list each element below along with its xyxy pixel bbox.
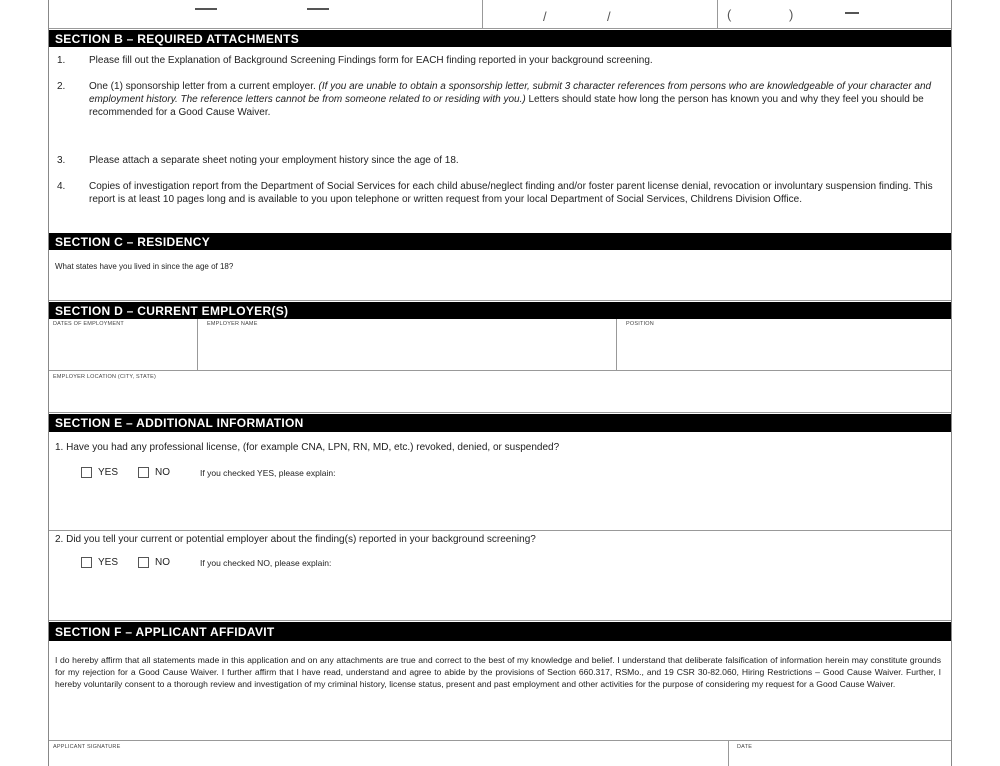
date-slash-1: / bbox=[543, 9, 547, 24]
location-label: EMPLOYER LOCATION (CITY, STATE) bbox=[53, 374, 156, 380]
q2-yes-label: YES bbox=[98, 557, 119, 568]
signature-row bbox=[49, 741, 951, 766]
question-2-text: 2. Did you tell your current or potential employer about the finding(s) reported in your background screening? bbox=[55, 534, 536, 545]
signature-label: APPLICANT SIGNATURE bbox=[53, 744, 121, 750]
phone-dash bbox=[845, 12, 859, 14]
q2-no-label: NO bbox=[155, 557, 171, 568]
attachment-item-3 bbox=[49, 154, 945, 167]
section-c-header: SECTION C – RESIDENCY bbox=[49, 233, 951, 250]
form-page bbox=[48, 0, 952, 766]
divider bbox=[717, 0, 718, 28]
position-label: POSITION bbox=[626, 321, 654, 327]
section-f-header: SECTION F – APPLICANT AFFIDAVIT bbox=[49, 622, 951, 641]
residency-question: What states have you lived in since the age of 18? bbox=[55, 262, 234, 271]
item-number: 2. bbox=[57, 81, 66, 92]
employer-name-label: EMPLOYER NAME bbox=[207, 321, 258, 327]
item-text-main: One (1) sponsorship letter from a current employer. bbox=[89, 81, 316, 92]
section-d-header: SECTION D – CURRENT EMPLOYER(S) bbox=[49, 302, 951, 319]
item-text bbox=[89, 80, 945, 119]
attachment-item-4 bbox=[49, 180, 945, 206]
q1-explain-label: If you checked YES, please explain: bbox=[200, 467, 336, 478]
question-1-text: 1. Have you had any professional license, (for example CNA, LPN, RN, MD, etc.) revoked, denied, or suspended? bbox=[55, 442, 560, 453]
question-2-block bbox=[49, 531, 951, 621]
date-label: DATE bbox=[737, 744, 753, 750]
question-1-block bbox=[49, 432, 951, 531]
q1-no-label: NO bbox=[155, 467, 171, 478]
question-2-options bbox=[81, 557, 331, 568]
divider bbox=[482, 0, 483, 28]
item-number: 4. bbox=[57, 181, 66, 192]
dates-label: DATES OF EMPLOYMENT bbox=[53, 321, 124, 327]
section-b-header: SECTION B – REQUIRED ATTACHMENTS bbox=[49, 30, 951, 47]
affidavit-block bbox=[49, 641, 951, 741]
employer-row bbox=[49, 319, 951, 371]
item-number: 3. bbox=[57, 155, 66, 166]
item-text: Please fill out the Explanation of Background Screening Findings form for EACH finding reported in your background screening. bbox=[89, 55, 653, 66]
q2-yes-checkbox[interactable] bbox=[81, 557, 92, 568]
top-row bbox=[49, 0, 951, 29]
q2-explain-label: If you checked NO, please explain: bbox=[200, 557, 332, 568]
ssn-dash-1 bbox=[195, 8, 217, 10]
attachment-item-2 bbox=[49, 80, 945, 119]
residency-field[interactable] bbox=[49, 250, 951, 301]
divider bbox=[197, 319, 198, 370]
item-number: 1. bbox=[57, 55, 66, 66]
ssn-dash-2 bbox=[307, 8, 329, 10]
divider bbox=[728, 741, 729, 766]
q1-no-checkbox[interactable] bbox=[138, 467, 149, 478]
q1-yes-label: YES bbox=[98, 467, 119, 478]
section-e-header: SECTION E – ADDITIONAL INFORMATION bbox=[49, 414, 951, 432]
phone-paren-open: ( bbox=[727, 7, 732, 22]
item-text: Please attach a separate sheet noting your employment history since the age of 18. bbox=[89, 155, 459, 166]
divider bbox=[616, 319, 617, 370]
q2-no-checkbox[interactable] bbox=[138, 557, 149, 568]
question-1-options bbox=[81, 467, 335, 478]
phone-paren-close: ) bbox=[789, 7, 794, 22]
item-text-tail: Letters should state how long the person has known you and why they feel you should be recommended for a Good Cause Waiver. bbox=[89, 94, 924, 118]
attachment-item-1 bbox=[49, 54, 945, 67]
affidavit-text: I do hereby affirm that all statements made in this application and on any attachments are true and correct to the best of my knowledge and belief. I understand that deliberate falsification of information herein may constitute grounds for my rejection for a Good Cause Waiver. I further affirm that I have read, understand and agree to abide by the provisions of Section 660.317, RSMo., and 19 CSR 30-82.060, Hiring Restrictions – Good Cause Waiver. Further, I hereby voluntarily consent to a thorough review and investigation of my criminal history, license status, present and past employment and other activities for the purpose of considering my request for a Good Cause Waiver. bbox=[55, 655, 941, 689]
employer-location-row[interactable] bbox=[49, 371, 951, 413]
date-slash-2: / bbox=[607, 9, 611, 24]
q1-yes-checkbox[interactable] bbox=[81, 467, 92, 478]
item-text: Copies of investigation report from the Department of Social Services for each child abuse/neglect finding and/or foster parent license denial, revocation or involuntary suspension finding. This report is at least 10 pages long and is available to you upon telephone or written request from your local Department of Social Services, Childrens Division Office. bbox=[89, 181, 933, 205]
item-text-italic: (If you are unable to obtain a sponsorship letter, submit 3 character references from persons who are knowledgeable of your character and employment history. The reference letters cannot be from someone related to or residing with you.) bbox=[89, 81, 932, 105]
